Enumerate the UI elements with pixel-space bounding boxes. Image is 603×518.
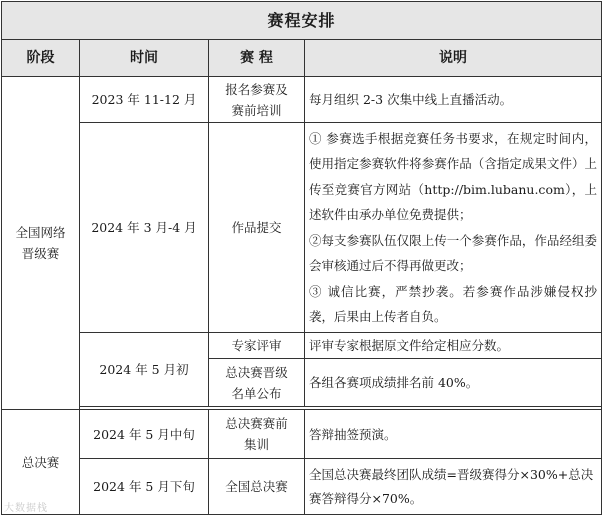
watermark: 大数据栈 (4, 503, 48, 514)
time-cell: 2023 年 11-12 月 (80, 77, 209, 123)
header-time: 时间 (80, 40, 209, 77)
description-item-2: ②每支参赛队伍仅限上传一个参赛作品，作品经组委会审核通过后不得再做更改； (309, 232, 598, 273)
time-cell: 2024 年 5 月中旬 (80, 410, 209, 459)
time-cell: 2024 年 3 月-4 月 (80, 123, 209, 333)
description-cell: 答辩抽签预演。 (305, 410, 602, 459)
description-cell: 评审专家根据原文件给定相应分数。 (305, 333, 602, 359)
item-cell: 全国总决赛 (209, 459, 305, 515)
description-item-1: ① 参赛选手根据竞赛任务书要求，在规定时间内，使用指定参赛软件将参赛作品（含指定成果文件）上传至竞赛官方网站（http://bim.lubanu.com），上述软件由承办单位免费提供； (309, 130, 598, 222)
table-title: 赛程安排 (2, 2, 602, 40)
description-cell: 全国总决赛最终团队成绩=晋级赛得分×30%+总决赛答辩得分×70%。 (305, 459, 602, 515)
schedule-table (1, 1, 602, 515)
item-cell: 专家评审 (209, 333, 305, 359)
description-item-3: ③ 诚信比赛，严禁抄袭。若参赛作品涉嫌侵权抄袭，后果由上传者自负。 (309, 283, 598, 324)
description-cell: 各组各赛项成绩排名前 40%。 (305, 359, 602, 407)
header-description: 说明 (305, 40, 602, 77)
stage-prelim: 全国网络晋级赛 (2, 77, 80, 410)
time-cell: 2024 年 5 月下旬 (80, 459, 209, 515)
header-stage: 阶段 (2, 40, 80, 77)
header-schedule: 赛 程 (209, 40, 305, 77)
item-cell: 报名参赛及赛前培训 (209, 77, 305, 123)
description-cell: 每月组织 2-3 次集中线上直播活动。 (305, 77, 602, 123)
time-cell: 2024 年 5 月初 (80, 333, 209, 407)
item-cell: 总决赛晋级名单公布 (209, 359, 305, 407)
description-cell (305, 123, 602, 333)
item-cell: 作品提交 (209, 123, 305, 333)
stage-final: 总决赛 (2, 410, 80, 515)
item-cell: 总决赛赛前集训 (209, 410, 305, 459)
